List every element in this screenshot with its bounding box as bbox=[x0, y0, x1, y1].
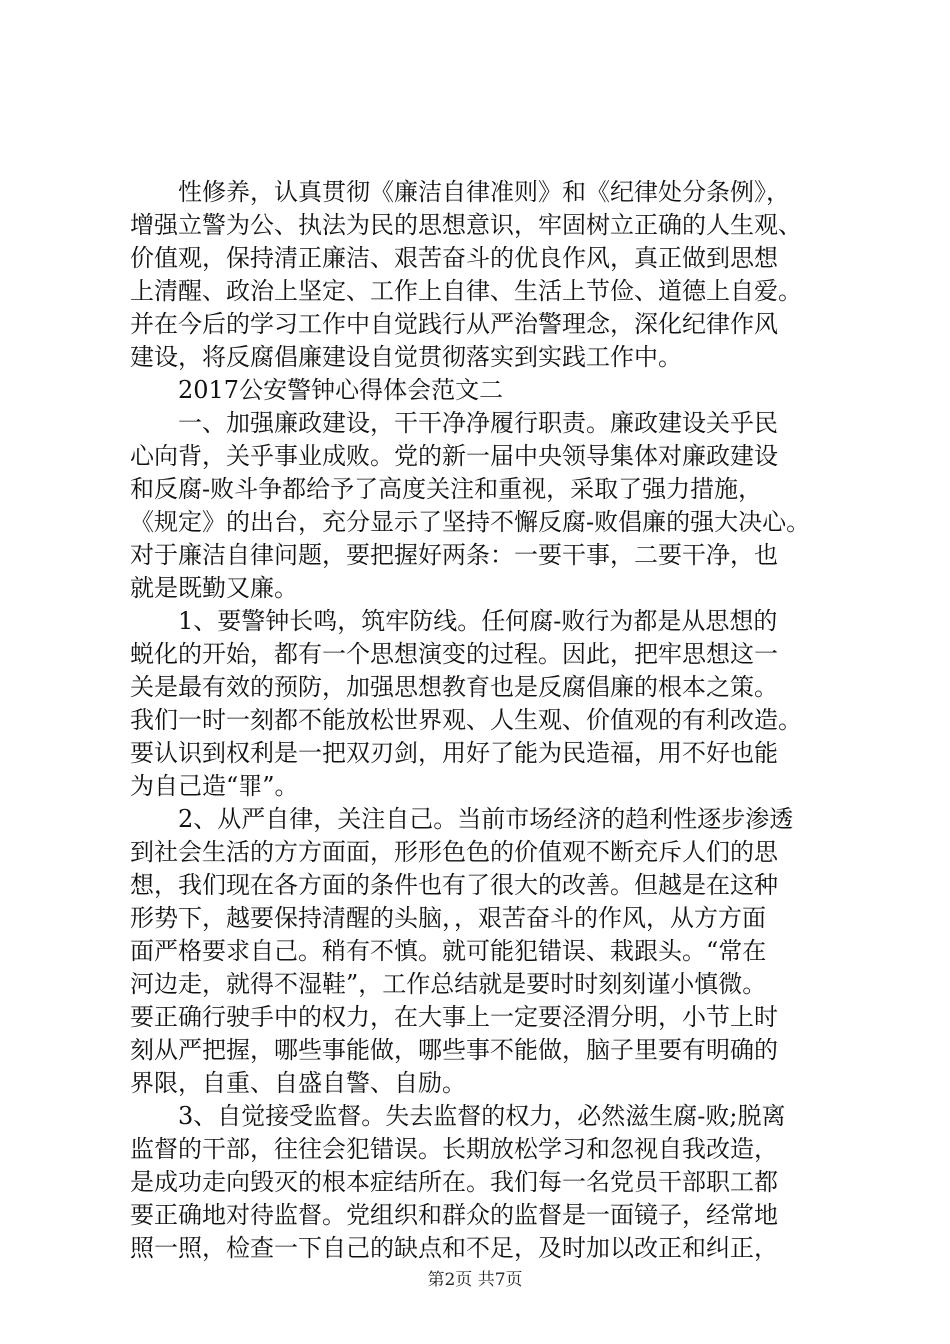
text-line: 想，我们现在各方面的条件也有了很大的改善。但越是在这种 bbox=[130, 871, 778, 899]
text-line: 河边走，就得不湿鞋”，工作总结就是要时时刻刻谨小慎微。 bbox=[130, 970, 767, 998]
text-line: 并在今后的学习工作中自觉践行从严治警理念，深化纪律作风 bbox=[130, 310, 778, 338]
text-line: 我们一时一刻都不能放松世界观、人生观、价值观的有利改造。 bbox=[130, 706, 802, 734]
text-line: 照一照，检查一下自己的缺点和不足，及时加以改正和纠正， bbox=[130, 1234, 778, 1262]
text-line: 性修养，认真贯彻《廉洁自律准则》和《纪律处分条例》， bbox=[178, 178, 790, 206]
text-line: 建设，将反腐倡廉建设自觉贯彻落实到实践工作中。 bbox=[130, 343, 682, 371]
text-line: 到社会生活的方方面面，形形色色的价值观不断充斥人们的思 bbox=[130, 838, 778, 866]
document-body bbox=[130, 176, 834, 1265]
text-line: 要认识到权利是一把双刃剑，用好了能为民造福，用不好也能 bbox=[130, 739, 778, 767]
text-line: 3、自觉接受监督。失去监督的权力，必然滋生腐-败;脱离 bbox=[178, 1102, 786, 1130]
text-line: 2017公安警钟心得体会范文二 bbox=[178, 376, 504, 404]
text-line: 《规定》的出台，充分显示了坚持不懈反腐-败倡廉的强大决心。 bbox=[130, 508, 811, 536]
text-line: 界限，自重、自盛自警、自励。 bbox=[130, 1069, 466, 1097]
text-line: 蜕化的开始，都有一个思想演变的过程。因此，把牢思想这一 bbox=[130, 640, 778, 668]
text-line: 面严格要求自己。稍有不慎。就可能犯错误、栽跟头。“常在 bbox=[130, 937, 767, 965]
text-line: 价值观，保持清正廉洁、艰苦奋斗的优良作风，真正做到思想 bbox=[130, 244, 778, 272]
text-line: 一、加强廉政建设，干干净净履行职责。廉政建设关乎民 bbox=[178, 409, 778, 437]
text-line: 关是最有效的预防，加强思想教育也是反腐倡廉的根本之策。 bbox=[130, 673, 778, 701]
text-line: 要正确地对待监督。党组织和群众的监督是一面镜子，经常地 bbox=[130, 1201, 778, 1229]
text-line: 刻从严把握，哪些事能做，哪些事不能做，脑子里要有明确的 bbox=[130, 1036, 778, 1064]
text-line: 形势下，越要保持清醒的头脑，，艰苦奋斗的作风，从方方面 bbox=[130, 904, 766, 932]
text-line: 1、要警钟长鸣，筑牢防线。任何腐-败行为都是从思想的 bbox=[178, 607, 778, 635]
text-line: 2、从严自律，关注自己。当前市场经济的趋利性逐步渗透 bbox=[178, 805, 794, 833]
text-line: 心向背，关乎事业成败。党的新一届中央领导集体对廉政建设 bbox=[130, 442, 778, 470]
text-line: 和反腐-败斗争都给予了高度关注和重视，采取了强力措施， bbox=[130, 475, 763, 503]
text-line: 增强立警为公、执法为民的思想意识，牢固树立正确的人生观、 bbox=[130, 211, 802, 239]
text-line: 就是既勤又廉。 bbox=[130, 574, 298, 602]
text-line: 是成功走向毁灭的根本症结所在。我们每一名党员干部职工都 bbox=[130, 1168, 778, 1196]
text-line: 要正确行驶手中的权力，在大事上一定要泾渭分明，小节上时 bbox=[130, 1003, 778, 1031]
text-line: 上清醒、政治上坚定、工作上自律、生活上节俭、道德上自爱。 bbox=[130, 277, 802, 305]
text-line: 对于廉洁自律问题，要把握好两条：一要干事，二要干净，也 bbox=[130, 541, 778, 569]
text-line: 为自己造“罪”。 bbox=[130, 772, 299, 800]
text-line: 监督的干部，往往会犯错误。长期放松学习和忽视自我改造， bbox=[130, 1135, 778, 1163]
page-footer: 第2页 共7页 bbox=[427, 1270, 523, 1290]
